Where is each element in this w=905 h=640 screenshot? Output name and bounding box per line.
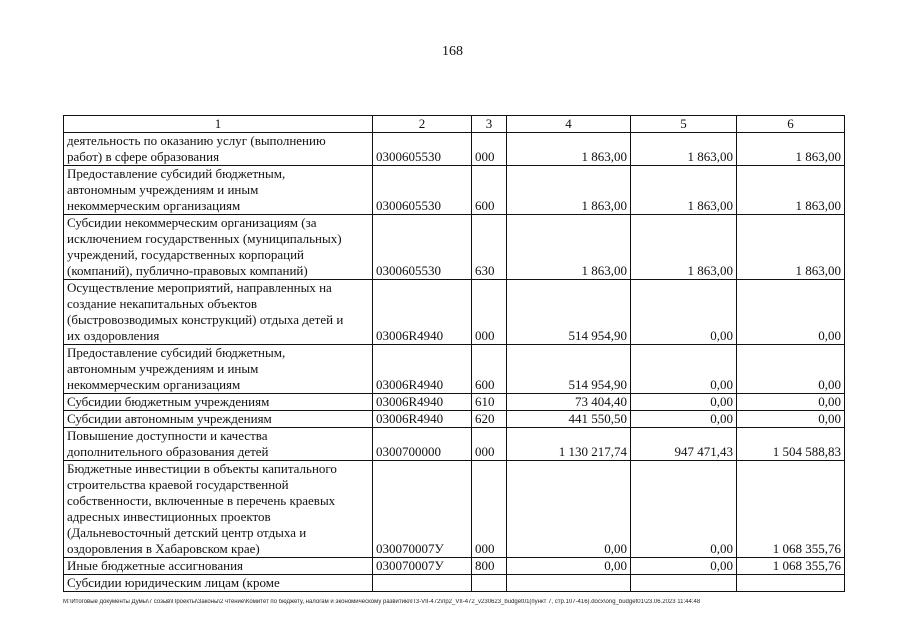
amount-cell-col6 [737,411,845,428]
amount-cell-col5-text: 0,00 [710,394,733,409]
row-name-cell-text: Субсидии юридическим лицам (кроме [67,575,280,590]
amount-cell-col5 [631,280,737,345]
expense-type-code-cell-text: 620 [475,411,495,426]
amount-cell-col6-text: 0,00 [818,394,841,409]
amount-cell-col4 [507,280,631,345]
expense-type-code-cell-text: 000 [475,444,495,459]
column-header: 4 [507,116,631,133]
row-name-cell-text: Субсидии автономным учреждениям [67,411,272,426]
amount-cell-col5-text: 0,00 [710,558,733,573]
amount-cell-col5 [631,394,737,411]
target-article-code-cell-text: 0300605530 [376,198,441,213]
amount-cell-col4 [507,428,631,461]
expense-type-code-cell-text: 000 [475,149,495,164]
amount-cell-col4-text: 1 863,00 [581,263,627,278]
row-name-cell-text: Бюджетные инвестиции в объекты капитального строительства краевой государственной собственности, включенные в перечень краевых адресных инвестиционных проектов (Дальневосточный детский центр отдыха и оздоровления в Хабаровском крае) [67,461,337,556]
expense-type-code-cell [472,575,507,592]
table-row [64,411,845,428]
row-name-cell [64,215,373,280]
column-header: 2 [373,116,472,133]
row-name-cell [64,428,373,461]
table-row [64,428,845,461]
expense-type-code-cell [472,461,507,558]
target-article-code-cell [373,280,472,345]
budget-table [63,115,845,592]
row-name-cell [64,394,373,411]
amount-cell-col6 [737,215,845,280]
target-article-code-cell [373,558,472,575]
expense-type-code-cell [472,133,507,166]
amount-cell-col5-text: 1 863,00 [687,149,733,164]
table-row [64,345,845,394]
amount-cell-col5 [631,411,737,428]
amount-cell-col4-text: 1 863,00 [581,149,627,164]
expense-type-code-cell [472,280,507,345]
amount-cell-col4-text: 0,00 [604,558,627,573]
document-file-path: M:\Итоговые документы Думы\7 созыв\Проекты\Законы\2 чтение\Комитет по бюджету, налогам и экономическому развитию\ПЗ-VII-472\пр2_VII-472_v230623_budget01(пункт 7, стр.107-416).docx\orig_budget01\23.06.2023 11:44:48 [63,599,701,605]
row-name-cell [64,166,373,215]
row-name-cell [64,280,373,345]
expense-type-code-cell-text: 000 [475,541,495,556]
row-name-cell-text: Субсидии бюджетным учреждениям [67,394,270,409]
amount-cell-col5 [631,345,737,394]
target-article-code-cell-text: 030070007У [376,558,444,573]
amount-cell-col5 [631,428,737,461]
table-row [64,461,845,558]
amount-cell-col4 [507,394,631,411]
amount-cell-col6 [737,280,845,345]
amount-cell-col6 [737,394,845,411]
amount-cell-col6 [737,133,845,166]
target-article-code-cell-text: 03006R4940 [376,394,444,409]
row-name-cell [64,411,373,428]
amount-cell-col6-text: 1 863,00 [795,198,841,213]
table-row [64,575,845,592]
target-article-code-cell [373,461,472,558]
amount-cell-col6 [737,428,845,461]
target-article-code-cell [373,133,472,166]
amount-cell-col4 [507,558,631,575]
amount-cell-col4 [507,166,631,215]
amount-cell-col5 [631,133,737,166]
target-article-code-cell-text: 0300605530 [376,263,441,278]
page-number: 168 [442,44,463,59]
row-name-cell [64,133,373,166]
target-article-code-cell [373,394,472,411]
amount-cell-col6-text: 1 504 588,83 [772,444,841,459]
expense-type-code-cell-text: 000 [475,328,495,343]
target-article-code-cell-text: 030070007У [376,541,444,556]
amount-cell-col5-text: 0,00 [710,411,733,426]
row-name-cell [64,461,373,558]
table-row [64,215,845,280]
amount-cell-col4-text: 514 954,90 [568,328,627,343]
amount-cell-col5-text: 0,00 [710,377,733,392]
expense-type-code-cell-text: 610 [475,394,495,409]
target-article-code-cell-text: 03006R4940 [376,328,444,343]
table-row [64,133,845,166]
expense-type-code-cell [472,394,507,411]
amount-cell-col4-text: 441 550,50 [568,411,627,426]
table-row [64,280,845,345]
amount-cell-col6-text: 1 863,00 [795,149,841,164]
amount-cell-col4 [507,215,631,280]
row-name-cell-text: Субсидии некоммерческим организациям (за исключением государственных (муниципальных) учреждений, государственных корпораций (компаний), публично-правовых компаний) [67,215,342,278]
amount-cell-col4-text: 1 130 217,74 [558,444,627,459]
column-header: 1 [64,116,373,133]
amount-cell-col5-text: 1 863,00 [687,263,733,278]
amount-cell-col5-text: 0,00 [710,541,733,556]
amount-cell-col6-text: 1 863,00 [795,263,841,278]
target-article-code-cell [373,345,472,394]
row-name-cell [64,345,373,394]
row-name-cell-text: деятельность по оказанию услуг (выполнению работ) в сфере образования [67,133,326,164]
target-article-code-cell [373,215,472,280]
column-header: 5 [631,116,737,133]
amount-cell-col4-text: 514 954,90 [568,377,627,392]
column-header: 3 [472,116,507,133]
row-name-cell-text: Предоставление субсидий бюджетным, автономным учреждениям и иным некоммерческим организациям [67,345,286,392]
amount-cell-col4-text: 1 863,00 [581,198,627,213]
amount-cell-col4 [507,345,631,394]
amount-cell-col6 [737,345,845,394]
amount-cell-col5 [631,461,737,558]
amount-cell-col6-text: 0,00 [818,328,841,343]
expense-type-code-cell-text: 600 [475,198,495,213]
amount-cell-col6 [737,558,845,575]
row-name-cell-text: Осуществление мероприятий, направленных на создание некапитальных объектов (быстровозводимых конструкций) отдыха детей и их оздоровления [67,280,344,343]
amount-cell-col4 [507,575,631,592]
expense-type-code-cell-text: 630 [475,263,495,278]
amount-cell-col6-text: 1 068 355,76 [772,558,841,573]
target-article-code-cell-text: 03006R4940 [376,377,444,392]
target-article-code-cell [373,166,472,215]
amount-cell-col5 [631,166,737,215]
row-name-cell-text: Повышение доступности и качества дополнительного образования детей [67,428,269,459]
amount-cell-col4 [507,133,631,166]
target-article-code-cell [373,411,472,428]
amount-cell-col5-text: 0,00 [710,328,733,343]
amount-cell-col4 [507,411,631,428]
row-name-cell-text: Иные бюджетные ассигнования [67,558,244,573]
column-header: 6 [737,116,845,133]
amount-cell-col5 [631,215,737,280]
amount-cell-col4-text: 73 404,40 [575,394,627,409]
target-article-code-cell-text: 03006R4940 [376,411,444,426]
expense-type-code-cell [472,345,507,394]
amount-cell-col6 [737,575,845,592]
amount-cell-col6 [737,166,845,215]
target-article-code-cell [373,575,472,592]
expense-type-code-cell [472,411,507,428]
amount-cell-col4 [507,461,631,558]
table-row [64,394,845,411]
target-article-code-cell [373,428,472,461]
target-article-code-cell-text: 0300700000 [376,444,441,459]
amount-cell-col4-text: 0,00 [604,541,627,556]
table-header-row [64,116,845,133]
table-row [64,558,845,575]
amount-cell-col5 [631,558,737,575]
amount-cell-col5-text: 1 863,00 [687,198,733,213]
amount-cell-col6-text: 1 068 355,76 [772,541,841,556]
table-row [64,166,845,215]
amount-cell-col5 [631,575,737,592]
expense-type-code-cell [472,215,507,280]
amount-cell-col6-text: 0,00 [818,411,841,426]
expense-type-code-cell-text: 800 [475,558,495,573]
expense-type-code-cell [472,166,507,215]
row-name-cell [64,558,373,575]
expense-type-code-cell [472,558,507,575]
expense-type-code-cell [472,428,507,461]
row-name-cell [64,575,373,592]
amount-cell-col6 [737,461,845,558]
amount-cell-col5-text: 947 471,43 [674,444,733,459]
row-name-cell-text: Предоставление субсидий бюджетным, автономным учреждениям и иным некоммерческим организациям [67,166,286,213]
expense-type-code-cell-text: 600 [475,377,495,392]
amount-cell-col6-text: 0,00 [818,377,841,392]
target-article-code-cell-text: 0300605530 [376,149,441,164]
